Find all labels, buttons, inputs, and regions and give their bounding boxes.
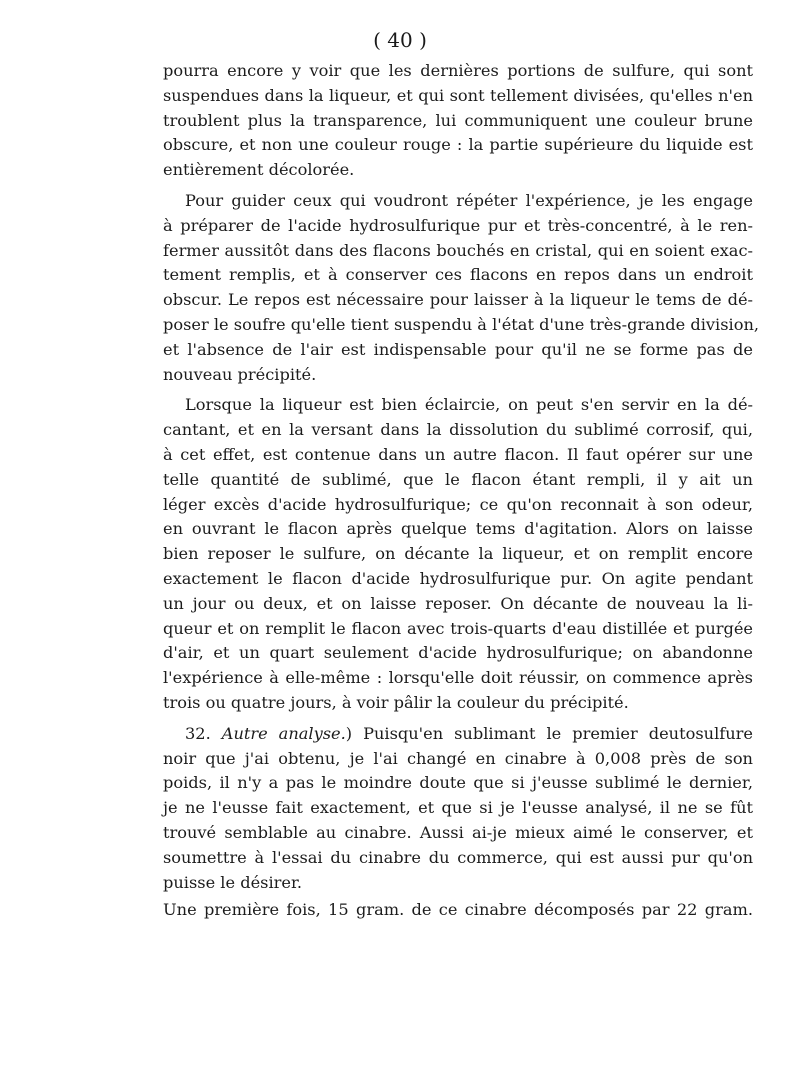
text-line: obscure, et non une couleur rouge : la partie supérieure du liquide est: [163, 135, 753, 155]
text-line: fermer aussitôt dans des flacons bouchés en cristal, qui en soient exac-: [163, 240, 753, 260]
text-line: trouvé semblable au cinabre. Aussi ai-je mieux aimé le conserver, et: [163, 822, 753, 842]
text-line: bien reposer le sulfure, on décante la liqueur, et on remplit encore: [163, 544, 753, 564]
text-line: en ouvrant le flacon après quelque tems d'agitation. Alors on laisse: [163, 519, 753, 539]
text-line: d'air, et un quart seulement d'acide hydrosulfurique; on abandonne: [163, 643, 753, 663]
text-line: obscur. Le repos est nécessaire pour laisser à la liqueur le tems de dé-: [163, 290, 753, 310]
text-line: cantant, et en la versant dans la dissolution du sublimé corrosif, qui,: [163, 420, 753, 440]
text-line: l'expérience à elle-même : lorsqu'elle doit réussir, on commence après: [163, 668, 753, 688]
text-line: puisse le désirer.: [163, 872, 303, 892]
text-line: exactement le flacon d'acide hydrosulfurique pur. On agite pendant: [163, 568, 753, 588]
text-line: tement remplis, et à conserver ces flacons en repos dans un endroit: [163, 265, 753, 285]
text-line: nouveau précipité.: [163, 364, 317, 384]
text-line: pourra encore y voir que les dernières portions de sulfure, qui sont: [163, 61, 753, 80]
text-line: poser le soufre qu'elle tient suspendu à l'état d'une très-grande division,: [163, 314, 760, 334]
text-line: Une première fois, 15 gram. de ce cinabre décomposés par 22 gram.: [163, 900, 753, 920]
text-line: entièrement décolorée.: [163, 160, 355, 180]
section-title-close: ): [345, 723, 353, 743]
text-line: un jour ou deux, et on laisse reposer. On décante de nouveau la li-: [163, 593, 753, 613]
text-line: et l'absence de l'air est indispensable pour qu'il ne se forme pas de: [163, 339, 753, 359]
text-line: troublent plus la transparence, lui communiquent une couleur brune: [163, 110, 753, 130]
text-line: je ne l'eusse fait exactement, et que si je l'eusse analysé, il ne se fût: [163, 798, 753, 818]
page-number: ( 40 ): [373, 28, 427, 52]
text-line: queur et on remplit le flacon avec trois-quarts d'eau distillée et purgée: [163, 618, 753, 638]
text-line: telle quantité de sublimé, que le flacon étant rempli, il y ait un: [163, 469, 753, 489]
text-line: Pour guider ceux qui voudront répéter l'expérience, je les engage: [185, 190, 753, 210]
text-line: suspendues dans la liqueur, et qui sont tellement divisées, qu'elles n'en: [163, 85, 753, 105]
text-line: à cet effet, est contenue dans un autre flacon. Il faut opérer sur une: [163, 444, 753, 464]
text-line: noir que j'ai obtenu, je l'ai changé en cinabre à 0,008 près de son: [163, 748, 753, 768]
body-text: [163, 59, 760, 923]
section-number: 32.: [185, 723, 211, 743]
text-line: Lorsque la liqueur est bien éclaircie, on peut s'en servir en la dé-: [185, 395, 753, 415]
section-title: Autre analyse.: [221, 723, 346, 743]
text-line: poids, il n'y a pas le moindre doute que si j'eusse sublimé le dernier,: [163, 773, 753, 793]
text-line: léger excès d'acide hydrosulfurique; ce qu'on reconnait à son odeur,: [163, 494, 753, 514]
text-line: soumettre à l'essai du cinabre du commerce, qui est aussi pur qu'on: [163, 847, 753, 867]
section-heading-line: [163, 722, 753, 747]
text-line: Puisqu'en sublimant le premier deutosulfure: [363, 723, 754, 743]
text-line: à préparer de l'acide hydrosulfurique pur et très-concentré, à le ren-: [163, 215, 753, 235]
text-line: trois ou quatre jours, à voir pâlir la couleur du précipité.: [163, 692, 629, 712]
